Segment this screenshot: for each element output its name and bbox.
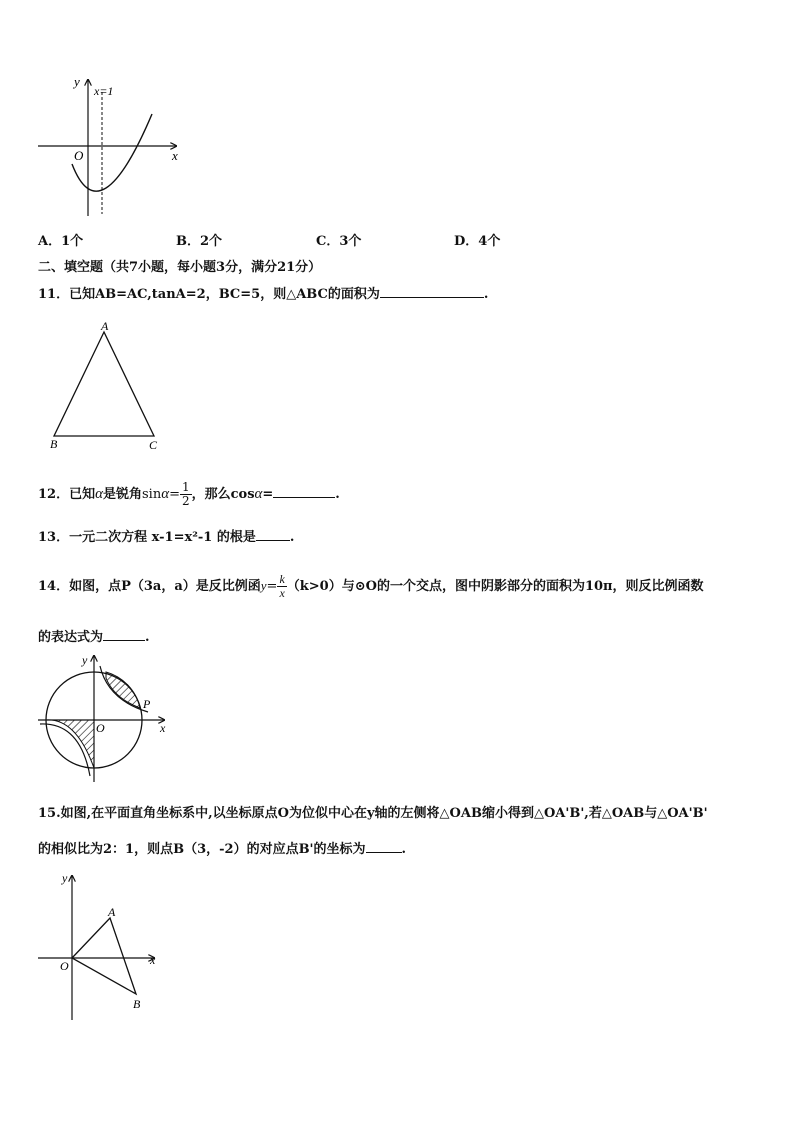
question-13: 13．一元二次方程 x-1=x²-1 的根是 . [38, 530, 295, 545]
q14-circle-figure [36, 652, 172, 786]
x-axis-label: x [172, 148, 178, 163]
fraction-one-half: $\frac{1}{2}$ [181, 480, 190, 508]
question-14-line-1: 14．如图，点P（3a，a）是反比例函y= $\frac{k}{x}$ （k>0）与⊙O的一个交点，图中阴影部分的面积为10π，则反比例函数 [38, 572, 704, 600]
choice-c: C．3个 [316, 234, 362, 249]
q10-parabola-figure [36, 72, 186, 222]
answer-blank [103, 628, 145, 641]
answer-blank [380, 285, 484, 298]
q15-triangle-figure [36, 870, 166, 1026]
parabola-curve [72, 114, 152, 191]
x-axis-label: x [150, 953, 156, 967]
answer-blank [366, 840, 402, 853]
origin-label: O [96, 721, 105, 735]
answer-blank [256, 528, 290, 541]
vertex-b-label: B [50, 437, 58, 451]
choice-b: B．2个 [176, 234, 223, 249]
point-b-label: B [133, 997, 141, 1011]
y-axis-label: y [62, 871, 68, 885]
origin-label: O [60, 959, 69, 973]
y-axis-label: y [82, 653, 88, 667]
question-11: 11．已知AB=AC,tanA=2，BC=5，则△ABC的面积为 . [38, 287, 489, 302]
section-heading: 二、填空题（共7小题，每小题3分，满分21分） [38, 260, 322, 275]
question-12: 12．已知α是锐角sinα= $\frac{1}{2}$ ，那么cosα= . [38, 480, 340, 508]
x-axis-label: x [160, 721, 166, 735]
origin-label: O [74, 148, 84, 163]
q11-text: 11．已知AB=AC,tanA=2，BC=5，则△ABC的面积为 [38, 287, 380, 302]
triangle-oab [72, 918, 136, 994]
choice-d: D．4个 [454, 234, 501, 249]
fraction-k-over-x: $\frac{k}{x}$ [279, 572, 285, 600]
symmetry-line-label: x=1 [94, 84, 114, 98]
question-15-line-2: 的相似比为2：1，则点B（3，-2）的对应点B'的坐标为 . [38, 842, 407, 857]
vertex-a-label: A [101, 320, 109, 333]
question-15-line-1: 15.如图,在平面直角坐标系中,以坐标原点O为位似中心在y轴的左侧将△OAB缩小得到△OA'B',若△OAB与△OA'B' [38, 806, 708, 821]
y-axis-label: y [74, 74, 80, 89]
choice-a: A．1个 [38, 234, 84, 249]
answer-blank [273, 485, 335, 498]
point-a-label: A [108, 905, 116, 919]
triangle-abc [54, 332, 154, 436]
q11-triangle-figure [44, 320, 174, 452]
vertex-c-label: C [149, 438, 158, 452]
question-14-line-2: 的表达式为 . [38, 630, 150, 645]
point-p-label: P [143, 697, 151, 711]
